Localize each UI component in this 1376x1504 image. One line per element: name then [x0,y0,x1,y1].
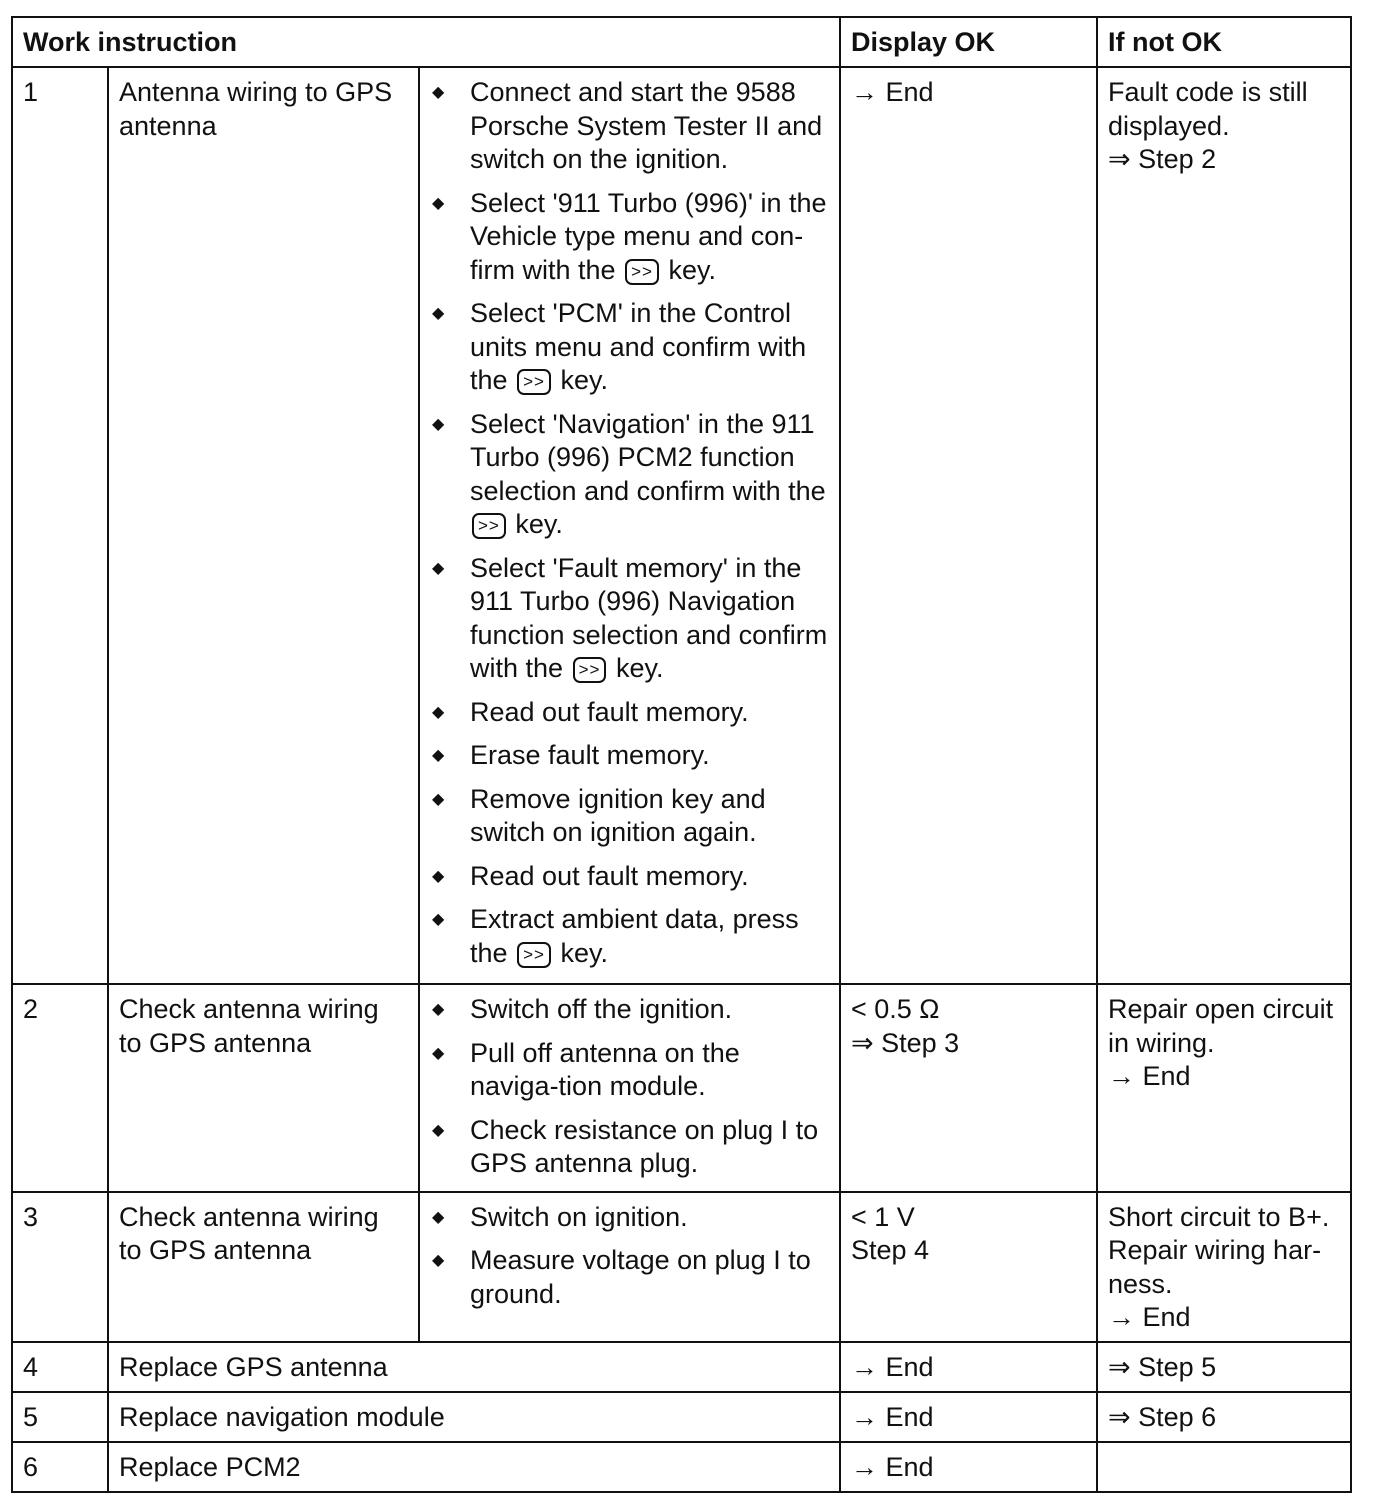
diamond-bullet-icon: ◆ [432,1044,445,1062]
forward-key-icon: >> [517,942,551,968]
table-row [12,984,1351,1192]
cell-line: Fault code is still [1108,77,1308,107]
instruction-bullet [430,1114,829,1181]
bullet-text: Remove ignition key and switch on ignition again. [470,783,766,847]
instruction-bullet [430,739,829,773]
bullet-text: Connect and start the 9588 Porsche System Tester II and switch on the ignition. [470,77,823,174]
if-not-ok-cell [1097,984,1351,1192]
display-ok-cell [840,1442,1097,1492]
bullet-text: Select 'Navigation' in the 911 Turbo (996) PCM2 function selection and confirm with the [470,408,826,506]
display-ok-cell [840,67,1097,984]
cell-line: ⇒ Step 5 [1108,1351,1217,1382]
diamond-bullet-icon: ◆ [432,790,445,808]
bullet-text: Switch on ignition. [470,1201,688,1232]
cell-line: < 1 V [851,1201,915,1232]
table-header-row [12,17,1351,67]
diamond-bullet-icon: ◆ [432,911,445,928]
cell-line: → End [851,1351,934,1382]
step-title: Antenna wiring to GPS antenna [108,67,419,984]
step-title: Check antenna wiring to GPS antenna [108,984,419,1192]
step-number: 1 [12,67,108,984]
table-row [12,1392,1351,1442]
instruction-bullet [430,783,829,850]
step-instructions [419,984,840,1192]
diamond-bullet-icon: ◆ [432,1208,445,1226]
bullet-text-after: key. [560,365,608,395]
instruction-bullet [430,187,829,288]
step-instructions [419,1192,840,1342]
instruction-bullet [430,1244,829,1311]
diamond-bullet-icon: ◆ [432,1001,445,1018]
bullet-text-after: key. [515,509,563,539]
diamond-bullet-icon: ◆ [432,305,445,322]
diamond-bullet-icon: ◆ [432,1252,445,1269]
instruction-bullet [430,297,829,398]
step-title: Replace PCM2 [108,1442,840,1492]
forward-key-icon: >> [517,369,551,395]
cell-line: → End [1108,1302,1191,1332]
step-title: Replace GPS antenna [108,1342,840,1392]
bullet-text: Measure voltage on plug I to ground. [470,1245,811,1309]
diamond-bullet-icon: ◆ [432,194,445,212]
cell-line: ⇒ Step 3 [851,1027,960,1058]
diamond-bullet-icon: ◆ [432,1121,445,1139]
forward-key-icon: >> [625,259,659,285]
forward-key-icon: >> [472,513,506,539]
step-number: 5 [12,1392,108,1442]
forward-key-icon: >> [573,657,607,683]
bullet-text: Select 'PCM' in the Control units menu and confirm with the [470,298,807,395]
cell-line: ness. [1108,1268,1173,1299]
bullet-text-after: key. [668,254,716,285]
step-number: 3 [12,1192,108,1342]
bullet-text: Read out fault memory. [470,696,749,727]
bullet-text: Erase fault memory. [470,740,710,770]
diamond-bullet-icon: ◆ [432,747,445,764]
if-not-ok-cell [1097,1442,1351,1492]
if-not-ok-cell [1097,67,1351,984]
cell-line: → End [851,1451,934,1482]
bullet-text: Switch off the ignition. [470,994,733,1024]
cell-line: displayed. [1108,110,1230,141]
header-if-not-ok: If not OK [1097,17,1351,67]
instruction-bullet [430,408,829,542]
table-row [12,1192,1351,1342]
table-row [12,1342,1351,1392]
instruction-bullet [430,1201,829,1235]
cell-line: → End [1108,1061,1191,1091]
instruction-bullet [430,993,829,1027]
diamond-bullet-icon: ◆ [432,703,445,721]
cell-line: Short circuit to B+. [1108,1201,1330,1232]
display-ok-cell [840,1392,1097,1442]
if-not-ok-cell [1097,1192,1351,1342]
bullet-list [430,76,829,970]
diamond-bullet-icon: ◆ [432,867,445,885]
step-title: Replace navigation module [108,1392,840,1442]
cell-line: → End [851,77,934,107]
step-instructions [419,67,840,984]
bullet-text: Extract ambient data, press the [470,904,799,968]
bullet-text: Check resistance on plug I to GPS antenna plug. [470,1114,819,1178]
instruction-bullet [430,696,829,730]
diamond-bullet-icon: ◆ [432,415,445,433]
cell-line: Repair open circuit [1108,994,1334,1024]
bullet-text-after: key. [615,653,664,683]
step-number: 4 [12,1342,108,1392]
if-not-ok-cell [1097,1342,1351,1392]
cell-line: Repair wiring har- [1108,1235,1322,1265]
header-work-instruction: Work instruction [12,17,840,67]
display-ok-cell [840,1342,1097,1392]
bullet-text: Select 'Fault memory' in the 911 Turbo (996) Navigation function selection and confirm with the [470,552,828,683]
step-title: Check antenna wiring to GPS antenna [108,1192,419,1342]
diamond-bullet-icon: ◆ [432,84,445,101]
step-number: 2 [12,984,108,1192]
step-number: 6 [12,1442,108,1492]
display-ok-cell [840,1192,1097,1342]
table-row [12,67,1351,984]
bullet-list [430,993,829,1181]
cell-line: → End [851,1401,934,1432]
instruction-bullet [430,76,829,177]
cell-line: ⇒ Step 2 [1108,144,1217,174]
bullet-text: Select '911 Turbo (996)' in the Vehicle type menu and con-firm with the [470,187,827,285]
bullet-text: Read out fault memory. [470,860,749,891]
bullet-text: Pull off antenna on the naviga-tion module. [470,1037,740,1101]
instruction-bullet [430,903,829,970]
bullet-text-after: key. [560,937,608,968]
cell-line: ⇒ Step 6 [1108,1401,1217,1432]
if-not-ok-cell [1097,1392,1351,1442]
display-ok-cell [840,984,1097,1192]
header-display-ok: Display OK [840,17,1097,67]
diamond-bullet-icon: ◆ [432,559,445,577]
instruction-bullet [430,1037,829,1104]
cell-line: Step 4 [851,1235,930,1265]
instruction-bullet [430,552,829,686]
bullet-list [430,1201,829,1312]
work-instruction-table [11,16,1352,1493]
instruction-bullet [430,860,829,894]
table-row [12,1442,1351,1492]
cell-line: in wiring. [1108,1027,1215,1058]
cell-line: < 0.5 Ω [851,994,940,1024]
